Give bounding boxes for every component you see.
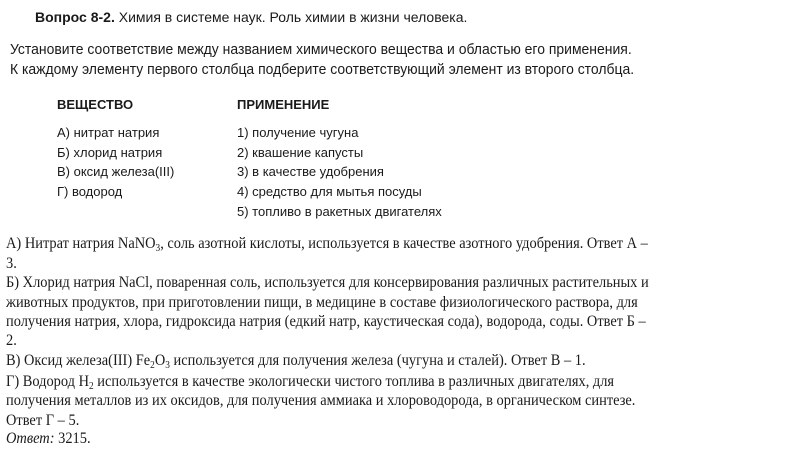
application-item: 2) квашение капусты (237, 145, 364, 160)
solution-line: Б) Хлорид натрия NaCl, поваренная соль, используется для консервирования различных растительных и (6, 274, 649, 291)
text: используется в качестве экологически чистого топлива в различных двигателях, для (93, 373, 615, 390)
final-answer-value: 3215. (54, 430, 91, 447)
solution-line: получения металлов из их оксидов, для получения аммиака и хлороводорода, в органическом синтезе. (6, 392, 636, 409)
text: В) Оксид железа(III) Fe (6, 352, 151, 369)
question-title (35, 9, 467, 25)
question-number: Вопрос 8-2. (35, 9, 115, 25)
solution-line: животных продуктов, при приготовлении пищи, в медицине в составе физиологического раствора, для (6, 294, 638, 311)
question-topic: Химия в системе наук. Роль химии в жизни человека. (114, 9, 468, 25)
application-header: ПРИМЕНЕНИЕ (237, 97, 330, 112)
text: O (154, 352, 166, 369)
subscript: 2 (150, 360, 155, 371)
solution-line: Ответ Г – 5. (6, 412, 80, 429)
text: Г) Водород H (6, 373, 90, 390)
substance-header: ВЕЩЕСТВО (57, 97, 134, 112)
application-item: 5) топливо в ракетных двигателях (237, 204, 442, 219)
final-answer-label: Ответ: (6, 430, 55, 447)
subscript: 3 (155, 243, 161, 254)
substance-item: Г) водород (57, 184, 123, 199)
substance-item: В) оксид железа(III) (57, 164, 175, 179)
solution-line: 3. (6, 255, 17, 272)
final-answer (6, 430, 91, 448)
solution-line (6, 373, 614, 391)
text: , соль азотной кислоты, используется в качестве азотного удобрения. Ответ А – (160, 235, 648, 252)
substance-item: А) нитрат натрия (57, 125, 160, 140)
text: используется для получения железа (чугуна и сталей). Ответ В – 1. (169, 352, 586, 369)
solution-line (6, 235, 648, 253)
subscript: 3 (165, 360, 170, 371)
application-item: 1) получение чугуна (237, 125, 359, 140)
task-line: Установите соответствие между названием химического вещества и областью его применения. (10, 41, 632, 58)
substance-item: Б) хлорид натрия (57, 145, 163, 160)
solution-line: получения натрия, хлора, гидроксида натрия (едкий натр, каустическая сода), водорода, соды. Ответ Б – (6, 313, 646, 330)
subscript: 2 (89, 381, 94, 392)
solution-line: 2. (6, 332, 17, 349)
text: А) Нитрат натрия NaNO (6, 235, 156, 252)
task-line: К каждому элементу первого столбца подберите соответствующий элемент из второго столбца. (10, 61, 635, 78)
solution-line (6, 352, 586, 370)
application-item: 3) в качестве удобрения (237, 164, 384, 179)
application-item: 4) средство для мытья посуды (237, 184, 422, 199)
